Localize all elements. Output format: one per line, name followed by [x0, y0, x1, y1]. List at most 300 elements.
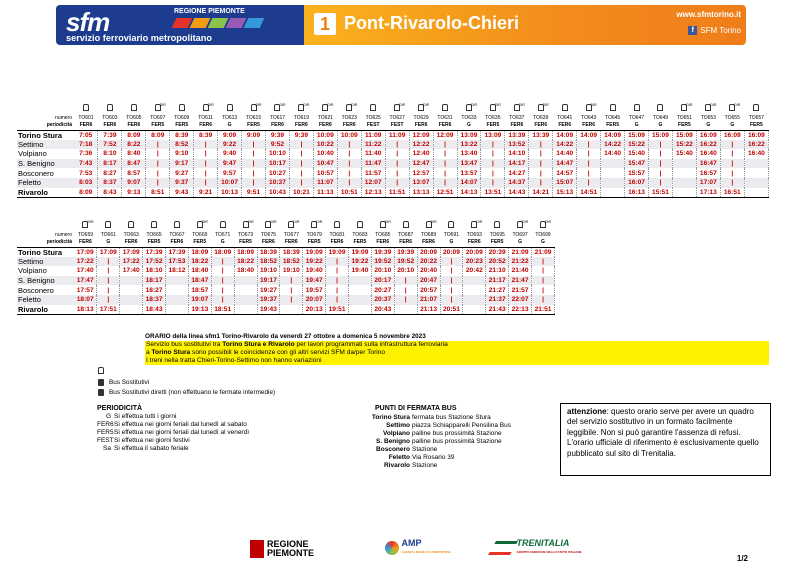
bus-stop-item	[355, 446, 511, 454]
train-periodicity: FER6	[318, 122, 332, 129]
bus-direct-icon: DIR	[379, 220, 387, 229]
departure-time: 13:39	[505, 130, 529, 140]
legend-bus-direct-label: Bus Sostitutivi diretti (non effettuano le fermate intermedie)	[109, 389, 276, 396]
bus-direct-icon: DIR	[273, 103, 281, 112]
train-number: TO645	[604, 114, 621, 121]
station-name: Feletto	[17, 295, 74, 305]
train-number: TO679	[306, 231, 322, 238]
amp-logo	[385, 540, 451, 556]
departure-time: 14:22	[553, 140, 577, 150]
departure-time: 9:52	[266, 140, 290, 150]
legend-bus-label: Bus Sostitutivi	[109, 379, 150, 386]
train-number: TO603	[102, 114, 118, 121]
departure-time: 9:40	[218, 149, 242, 159]
departure-time: 9:51	[242, 188, 266, 198]
departure-time: |	[440, 295, 463, 305]
departure-time: 19:13	[188, 305, 211, 315]
departure-time: |	[97, 276, 120, 286]
train-periodicity: FER5	[147, 239, 161, 246]
train-number: TO627	[389, 114, 405, 121]
trenitalia-name: TRENITALIA	[516, 538, 570, 548]
train-periodicity: FER6	[330, 239, 344, 246]
bus-direct-icon	[97, 388, 105, 397]
departure-time: 8:09	[74, 188, 98, 198]
bus-stop-station: Volpiano	[383, 430, 410, 437]
departure-time: 9:37	[170, 178, 194, 188]
departure-time: 19:17	[257, 276, 280, 286]
legend-bus-direct	[97, 388, 275, 397]
departure-time: 16:40	[744, 149, 768, 159]
train-number: TO675	[260, 231, 277, 238]
departure-time	[166, 276, 189, 286]
bus-direct-icon: DIR	[297, 103, 305, 112]
departure-time: 10:27	[266, 168, 290, 178]
train-number: TO635	[485, 114, 501, 121]
departure-time	[672, 178, 696, 188]
train-number: TO643	[581, 114, 597, 121]
departure-time: |	[577, 168, 601, 178]
departure-time: 15:09	[625, 130, 649, 140]
departure-time: 10:09	[313, 130, 337, 140]
station-row	[17, 130, 769, 140]
bus-stop-item	[355, 414, 511, 422]
bus-direct-icon: DIR	[425, 220, 433, 229]
departure-time: 18:09	[188, 247, 211, 257]
train-type-cell	[696, 103, 720, 114]
train-number: TO621	[317, 114, 333, 121]
departure-time: 14:43	[505, 188, 529, 198]
departure-time: 16:47	[696, 159, 720, 169]
train-type-cell	[120, 220, 143, 231]
station-row	[17, 305, 555, 315]
departure-time: |	[529, 159, 553, 169]
departure-time: 17:13	[696, 188, 720, 198]
departure-time: |	[394, 285, 417, 295]
departure-time: 9:07	[122, 178, 146, 188]
bus-direct-icon: DIR	[321, 103, 329, 112]
notice-bold: Torino Stura	[151, 349, 191, 356]
departure-time: 11:07	[313, 178, 337, 188]
train-type-cell	[486, 220, 509, 231]
departure-time: 15:40	[672, 149, 696, 159]
departure-time: 16:13	[625, 188, 649, 198]
train-number: TO689	[420, 231, 437, 238]
train-number: TO687	[398, 231, 414, 238]
train-number: TO691	[443, 231, 460, 238]
departure-time: 14:51	[577, 188, 601, 198]
train-number: TO667	[169, 231, 185, 238]
bus-stop-station: Rivarolo	[383, 462, 410, 469]
periodicity-desc: Si effettua nei giorni festivi	[114, 437, 190, 444]
train-number: TO613	[221, 114, 238, 121]
departure-time: |	[289, 178, 313, 188]
departure-time: 18:27	[143, 285, 166, 295]
departure-time: 14:17	[505, 159, 529, 169]
timetable-2	[17, 220, 555, 315]
departure-time: 9:10	[170, 149, 194, 159]
departure-time: 7:43	[74, 159, 98, 169]
departure-time: 20:37	[371, 295, 394, 305]
train-periodicity: FER5	[749, 122, 763, 129]
bus-stop-location: palline bus prossimità Stazione	[412, 438, 502, 445]
departure-time: 8:10	[98, 149, 122, 159]
bus-icon	[219, 220, 227, 229]
departure-time	[672, 188, 696, 198]
departure-time: 21:43	[486, 305, 509, 315]
departure-time: 17:40	[120, 266, 143, 276]
departure-time	[120, 295, 143, 305]
departure-time: 20:07	[303, 295, 326, 305]
train-periodicity: G	[449, 239, 454, 246]
departure-time: |	[194, 159, 218, 169]
departure-time: |	[577, 159, 601, 169]
train-type-cell	[74, 103, 98, 114]
train-type-cell	[532, 220, 555, 231]
departure-time	[349, 305, 372, 315]
departure-time: 21:13	[417, 305, 440, 315]
departure-time: |	[649, 140, 673, 150]
departure-time: 14:09	[577, 130, 601, 140]
departure-time: 11:47	[361, 159, 385, 169]
bus-icon	[447, 220, 455, 229]
train-periodicity: FER6	[170, 239, 184, 246]
departure-time: |	[649, 178, 673, 188]
departure-time: 19:43	[257, 305, 280, 315]
departure-time: 21:47	[509, 276, 532, 286]
departure-time: 10:51	[337, 188, 361, 198]
train-type-cell	[326, 220, 349, 231]
departure-time: |	[97, 266, 120, 276]
departure-time: |	[577, 140, 601, 150]
bus-direct-icon: DIR	[585, 103, 593, 112]
departure-time: 20:42	[463, 266, 486, 276]
bus-icon	[127, 220, 135, 229]
train-type-cell	[672, 103, 696, 114]
departure-time: |	[433, 149, 457, 159]
departure-time: 16:22	[744, 140, 768, 150]
departure-time: |	[385, 140, 409, 150]
departure-time: 16:09	[720, 130, 744, 140]
bus-direct-icon: DIR	[489, 103, 497, 112]
departure-time	[601, 168, 625, 178]
legend-train	[97, 366, 105, 375]
bus-icon	[178, 103, 186, 112]
departure-time: 21:17	[486, 276, 509, 286]
trenitalia-logo-icon	[488, 541, 518, 555]
departure-time: 13:09	[457, 130, 481, 140]
departure-time: 8:52	[170, 140, 194, 150]
bus-stop-location: Stazione	[412, 446, 438, 453]
departure-time: 12:07	[361, 178, 385, 188]
train-number: TO609	[174, 114, 190, 121]
departure-time	[601, 159, 625, 169]
station-name: Feletto	[17, 178, 74, 188]
train-periodicity: FER6	[271, 122, 284, 129]
train-type-cell	[349, 220, 372, 231]
departure-time: 8:09	[146, 130, 170, 140]
departure-time: 18:17	[143, 276, 166, 286]
station-name: Bosconero	[18, 168, 54, 178]
departure-time: 19:52	[394, 257, 417, 267]
route-title: Pont-Rivarolo-Chieri	[344, 13, 520, 33]
departure-time: |	[280, 295, 303, 305]
page-number: 1/2	[736, 554, 748, 563]
departure-time: 18:39	[280, 247, 303, 257]
departure-time: |	[532, 266, 555, 276]
departure-time: |	[326, 285, 349, 295]
route-block	[304, 5, 746, 45]
bus-icon	[150, 220, 158, 229]
departure-time: 20:09	[440, 247, 463, 257]
notice-text: a	[146, 349, 152, 356]
departure-time: |	[481, 149, 505, 159]
departure-time: 13:39	[529, 130, 553, 140]
departure-time: 21:09	[509, 247, 532, 257]
train-periodicity: FER5	[486, 122, 500, 129]
station-name: Torino Stura	[17, 130, 74, 140]
departure-time: 10:43	[266, 188, 290, 198]
departure-time: 20:57	[417, 285, 440, 295]
train-periodicity: FER6	[558, 122, 572, 129]
train-periodicity: G	[541, 239, 545, 246]
departure-time: 19:09	[349, 247, 372, 257]
departure-time: 10:17	[266, 159, 290, 169]
train-type-cell	[744, 103, 768, 114]
departure-time: 12:09	[409, 130, 433, 140]
departure-time: |	[440, 285, 463, 295]
train-periodicity: FER5	[175, 122, 189, 129]
bus-icon	[402, 220, 410, 229]
station-name: S. Benigno	[17, 159, 74, 169]
facebook-link[interactable]	[688, 26, 741, 35]
departure-time: |	[440, 257, 463, 267]
header-banner	[56, 5, 746, 45]
train-type-cell	[98, 103, 122, 114]
departure-time: 20:09	[417, 247, 440, 257]
departure-time: 15:13	[553, 188, 577, 198]
departure-time: |	[211, 285, 234, 295]
train-periodicity: FER5	[678, 122, 691, 129]
departure-time: |	[289, 149, 313, 159]
timetable-1	[17, 103, 769, 198]
amp-logo-icon	[385, 541, 399, 555]
train-type-cell	[97, 220, 120, 231]
train-number: TO685	[375, 231, 391, 238]
bus-icon	[226, 103, 234, 112]
bus-stop-item	[355, 438, 511, 446]
departure-time: 21:07	[417, 295, 440, 305]
departure-time: 20:39	[486, 247, 509, 257]
departure-time: 11:57	[361, 168, 385, 178]
departure-time: 19:47	[303, 276, 326, 286]
notice-text: Servizio bus sostitutivi tra	[146, 341, 223, 348]
bus-icon	[633, 103, 641, 112]
departure-time: 18:51	[211, 305, 234, 315]
numero-label: numero	[55, 231, 72, 238]
departure-time: 21:37	[486, 295, 509, 305]
departure-time: 11:09	[361, 130, 385, 140]
departure-time: 16:57	[696, 168, 720, 178]
periodicity-code: G	[105, 413, 111, 420]
trenitalia-subtitle: GRUPPO FERROVIE DELLO STATO ITALIANE	[516, 550, 582, 554]
departure-time	[672, 168, 696, 178]
departure-time: |	[326, 266, 349, 276]
train-periodicity: FER6	[582, 122, 596, 129]
train-type-cell	[577, 103, 601, 114]
departure-time: 20:43	[371, 305, 394, 315]
departure-time: 20:23	[463, 257, 486, 267]
departure-time: |	[385, 159, 409, 169]
departure-time: 15:07	[553, 178, 577, 188]
departure-time: 17:22	[120, 257, 143, 267]
train-periodicity: G	[706, 122, 711, 129]
departure-time: 16:40	[696, 149, 720, 159]
departure-time: 20:10	[371, 266, 394, 276]
train-periodicity: G	[518, 239, 522, 246]
departure-time	[349, 285, 372, 295]
departure-time: 17:51	[97, 305, 120, 315]
departure-time	[744, 159, 768, 169]
train-periodicity: G	[634, 122, 639, 129]
departure-time: 10:22	[313, 140, 337, 150]
train-periodicity: FER6	[103, 122, 117, 129]
departure-time: 9:43	[170, 188, 194, 198]
departure-time: 15:22	[625, 140, 649, 150]
train-number: TO605	[126, 114, 142, 121]
amp-name: AMP	[401, 538, 422, 548]
bus-direct-icon: DIR	[417, 103, 425, 112]
departure-time: 8:27	[98, 168, 122, 178]
train-type-cell	[234, 220, 257, 231]
train-type-cell	[371, 220, 394, 231]
departure-time: |	[385, 178, 409, 188]
departure-time: 10:47	[313, 159, 337, 169]
bus-direct-icon: DIR	[537, 103, 545, 112]
departure-time: |	[481, 140, 505, 150]
departure-time: 14:07	[457, 178, 481, 188]
departure-time: 19:40	[303, 266, 326, 276]
departure-time: 21:10	[486, 266, 509, 276]
station-name: Settimo	[17, 257, 74, 267]
stops-list	[355, 414, 511, 470]
departure-time: 17:22	[74, 257, 97, 267]
departure-time	[744, 188, 768, 198]
train-type-cell	[720, 103, 744, 114]
facebook-label: SFM Torino	[700, 26, 741, 35]
train-periodicity: FER6	[262, 239, 275, 246]
train-periodicity: G	[658, 122, 663, 129]
train-number: TO629	[413, 114, 429, 121]
train-number: TO637	[509, 114, 525, 121]
numero-label: numero	[55, 114, 72, 121]
attention-label: attenzione	[567, 407, 607, 416]
departure-time: 18:13	[74, 305, 97, 315]
train-periodicity: G	[467, 122, 471, 129]
train-periodicity: FER6	[295, 122, 308, 129]
departure-time: 21:27	[486, 285, 509, 295]
departure-time: |	[146, 168, 170, 178]
periodicity-item	[97, 429, 249, 437]
departure-time: 9:09	[218, 130, 242, 140]
train-type-cell	[74, 220, 97, 231]
train-periodicity: FER6	[467, 239, 481, 246]
website-link[interactable]: www.sfmtorino.it	[676, 10, 741, 19]
departure-time: 7:05	[74, 130, 98, 140]
departure-time: 12:57	[409, 168, 433, 178]
departure-time: |	[440, 266, 463, 276]
bus-stop-location: palline bus prossimità Stazione	[412, 430, 502, 437]
station-name: Rivarolo	[17, 188, 74, 198]
train-type-cell	[553, 103, 577, 114]
departure-time: 9:27	[170, 168, 194, 178]
train-number: TO615	[245, 114, 262, 121]
departure-time: 16:51	[720, 188, 744, 198]
departure-time: 16:09	[696, 130, 720, 140]
departure-time: |	[146, 149, 170, 159]
bus-direct-icon: DIR	[250, 103, 258, 112]
departure-time: 12:40	[409, 149, 433, 159]
train-type-cell	[529, 103, 553, 114]
departure-time: |	[326, 295, 349, 305]
bus-direct-icon: DIR	[516, 220, 524, 229]
train-number: TO617	[269, 114, 286, 121]
departure-time: 7:39	[98, 130, 122, 140]
departure-time	[234, 295, 257, 305]
station-row	[17, 159, 769, 169]
train-periodicity: FEST	[390, 122, 404, 129]
bus-stop-location: fermata bus Stazione Stura	[412, 414, 491, 421]
departure-time: 10:37	[266, 178, 290, 188]
train-number: TO697	[512, 231, 528, 238]
bus-icon	[106, 103, 114, 112]
departure-time: 10:07	[218, 178, 242, 188]
departure-time: 10:40	[313, 149, 337, 159]
departure-time: 8:17	[98, 159, 122, 169]
bus-direct-icon: DIR	[196, 220, 204, 229]
departure-time	[463, 285, 486, 295]
bus-icon	[561, 103, 569, 112]
station-name: Torino Stura	[17, 247, 74, 257]
bus-stop-station: Torino Stura	[371, 414, 410, 421]
departure-time: |	[242, 168, 266, 178]
train-type-cell	[361, 103, 385, 114]
train-type-cell	[394, 220, 417, 231]
bus-stop-item	[355, 430, 511, 438]
departure-time: 17:53	[166, 257, 189, 267]
train-type-cell	[257, 220, 280, 231]
departure-time: 14:22	[601, 140, 625, 150]
departure-time: |	[211, 257, 234, 267]
departure-time: 20:13	[303, 305, 326, 315]
departure-time: 15:09	[649, 130, 673, 140]
departure-time: 19:57	[303, 285, 326, 295]
bus-direct-icon: DIR	[465, 103, 473, 112]
train-type-cell	[242, 103, 266, 114]
train-type-cell	[289, 103, 313, 114]
train-type-cell	[194, 103, 218, 114]
departure-time: |	[242, 178, 266, 188]
departure-time: |	[385, 168, 409, 178]
periodicity-code: FER6	[97, 421, 114, 428]
bus-stop-location: Stazione	[412, 462, 438, 469]
station-row	[17, 149, 769, 159]
periodicity-code: FER5	[97, 429, 114, 436]
bus-icon	[356, 220, 364, 229]
departure-time: 15:47	[625, 159, 649, 169]
train-type-cell	[143, 220, 166, 231]
departure-time: 10:21	[289, 188, 313, 198]
train-number: TO653	[700, 114, 716, 121]
